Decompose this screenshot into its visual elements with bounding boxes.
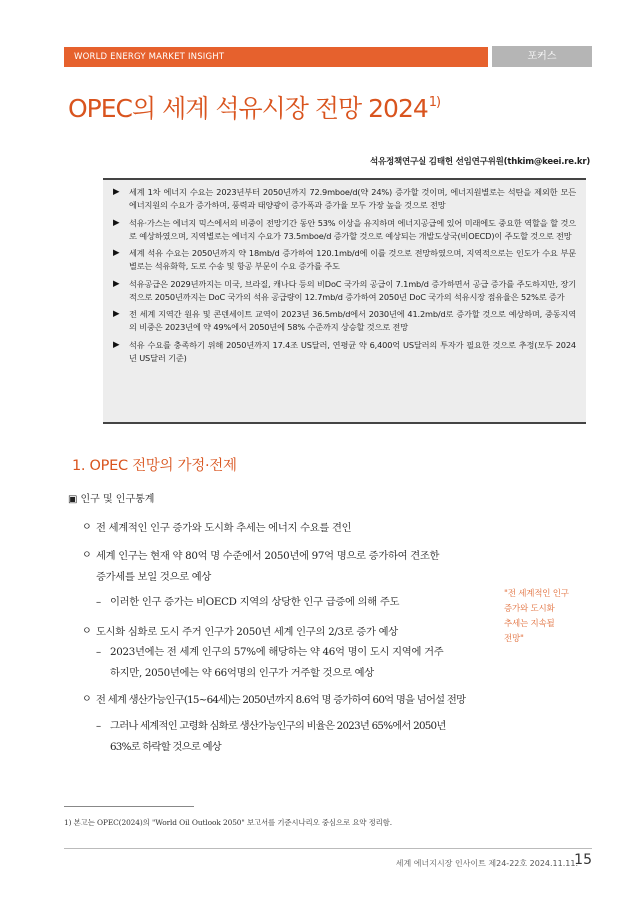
summary-item: [113, 186, 576, 212]
page-number: 15: [574, 852, 592, 868]
side-note-line: 추세는 지속될: [504, 619, 555, 629]
paragraph-text: 도시화 심화로 도시 주거 인구가 2050년 세계 인구의 2/3로 증가 예상: [96, 626, 398, 638]
dash-item: [96, 642, 443, 683]
dash-item: [96, 592, 399, 613]
footer-divider: [64, 848, 592, 849]
summary-box: [103, 178, 586, 424]
dash-item: [96, 716, 446, 757]
summary-text: 석유공급은 2029년까지는 미국, 브라질, 캐나다 등의 비DoC 국가의 공급이 7.1mb/d 증가하면서 공급 증가를 주도하지만, 장기적으로 2050년까지는 DoC 국가의 석유 공급량이 12.7mb/d 증가하여 2050년 DoC 국가의 석유시장 점유율은 52%로 증가: [129, 278, 576, 302]
summary-item: [113, 308, 576, 334]
circle-bullet-icon: ㅇ: [82, 626, 92, 637]
summary-item: [113, 339, 576, 365]
title-footnote-ref: 1): [428, 95, 441, 110]
triangle-bullet-icon: ▶: [113, 187, 120, 197]
summary-text: 세계 1차 에너지 수요는 2023년부터 2050년까지 72.9mboe/d(약 24%) 증가할 것이며, 에너지원별로는 석탄을 제외한 모든 에너지원의 수요가 증가하며, 풍력과 태양광이 증가폭과 증가율 모두 가장 높을 것으로 전망: [129, 187, 576, 211]
page-title: [68, 89, 440, 125]
paragraph-text: 세계 인구는 현재 약 80억 명 수준에서 2050년에 97억 명으로 증가하여 견조한: [96, 550, 440, 562]
dash-marker: –: [96, 720, 101, 732]
summary-list: [103, 180, 586, 365]
dash-text: 2023년에는 전 세계 인구의 57%에 해당하는 약 46억 명이 도시 지역에 거주: [110, 646, 444, 658]
triangle-bullet-icon: ▶: [113, 278, 120, 289]
summary-item: [113, 217, 576, 243]
header-band-label: WORLD ENERGY MARKET INSIGHT: [74, 52, 225, 62]
side-note-quote: [504, 587, 588, 647]
footnote-divider: [64, 806, 194, 807]
side-note-line: "전 세계적인 인구: [504, 589, 569, 599]
triangle-bullet-icon: ▶: [113, 339, 120, 350]
body-paragraph: [82, 546, 439, 587]
summary-text: 전 세계 지역간 원유 및 콘덴세이트 교역이 2023년 36.5mb/d에서 2030년에 41.2mb/d로 증가할 것으로 예상하며, 중동지역의 비중은 2023년에 약 49%에서 2050년에 58% 수준까지 상승할 것으로 전망: [129, 309, 576, 333]
dash-marker: –: [96, 646, 101, 658]
summary-text: 석유·가스는 에너지 믹스에서의 비중이 전망기간 동안 53% 이상을 유지하며 에너지공급에 있어 미래에도 중요한 역할을 할 것으로 예상하였으며, 지역별로는 에너지 수요가 73.5mboe/d 증가할 것으로 예상되는 개발도상국(비OECD)이 주도할 것으로 전망: [129, 217, 576, 241]
subsection-label: 인구 및 인구통계: [80, 494, 155, 505]
dash-text: 하지만, 2050년에는 약 66억명의 인구가 거주할 것으로 예상: [110, 666, 374, 679]
header-band: [64, 47, 488, 67]
dash-text: 이러한 인구 증가는 비OECD 지역의 상당한 인구 급증에 의해 주도: [110, 596, 400, 608]
side-note-line: 전망": [504, 634, 524, 644]
title-text: OPEC의 세계 석유시장 전망 2024: [68, 94, 428, 123]
dash-marker: –: [96, 596, 101, 608]
summary-text: 세계 석유 수요는 2050년까지 약 18mb/d 증가하여 120.1mb/d에 이를 것으로 전망하였으며, 지역적으로는 인도가 수요 부문별로는 석유화학, 도로 수송 및 항공 부문이 수요 증가를 주도: [129, 248, 576, 272]
paragraph-text: 전 세계적인 인구 증가와 도시화 추세는 에너지 수요를 견인: [96, 522, 352, 534]
square-bullet-icon: ▣: [68, 494, 78, 505]
header-tab-label: 포커스: [527, 51, 557, 62]
triangle-bullet-icon: ▶: [113, 217, 120, 228]
paragraph-text: 전 세계 생산가능인구(15~64세)는 2050년까지 8.6억 명 증가하여 60억 명을 넘어설 전망: [96, 694, 466, 706]
paragraph-text: 증가세를 보일 것으로 예상: [96, 570, 212, 583]
circle-bullet-icon: ㅇ: [82, 694, 91, 705]
circle-bullet-icon: ㅇ: [82, 550, 92, 561]
footer-publication: 세계 에너지시장 인사이트 제24-22호 2024.11.11.: [395, 859, 578, 868]
section-heading: 1. OPEC 전망의 가정·전제: [72, 458, 237, 474]
footnote: 1) 본고는 OPEC(2024)의 "World Oil Outlook 2050" 보고서를 기준시나리오 중심으로 요약 정리함.: [64, 818, 392, 827]
summary-item: [113, 247, 576, 273]
dash-text: 그러나 세계적인 고령화 심화로 생산가능인구의 비율은 2023년 65%에서 2050년: [110, 720, 446, 732]
body-paragraph: [82, 622, 398, 643]
circle-bullet-icon: ㅇ: [82, 522, 92, 533]
body-paragraph: [82, 690, 465, 711]
dash-text: 63%로 하락할 것으로 예상: [110, 740, 221, 753]
header-tab: [492, 46, 592, 67]
summary-text: 석유 수요를 충족하기 위해 2050년까지 17.4조 US달러, 연평균 약 6,400억 US달러의 투자가 필요한 것으로 추정(모두 2024년 US달러 기준): [129, 339, 576, 363]
triangle-bullet-icon: ▶: [113, 248, 120, 259]
triangle-bullet-icon: ▶: [113, 309, 120, 320]
subsection-heading: [68, 490, 154, 505]
summary-item: [113, 278, 576, 304]
body-paragraph: [82, 518, 351, 539]
author-line: 석유정책연구실 김태헌 선임연구위원(thkim@keei.re.kr): [369, 157, 590, 167]
side-note-line: 증가와 도시화: [504, 604, 555, 614]
